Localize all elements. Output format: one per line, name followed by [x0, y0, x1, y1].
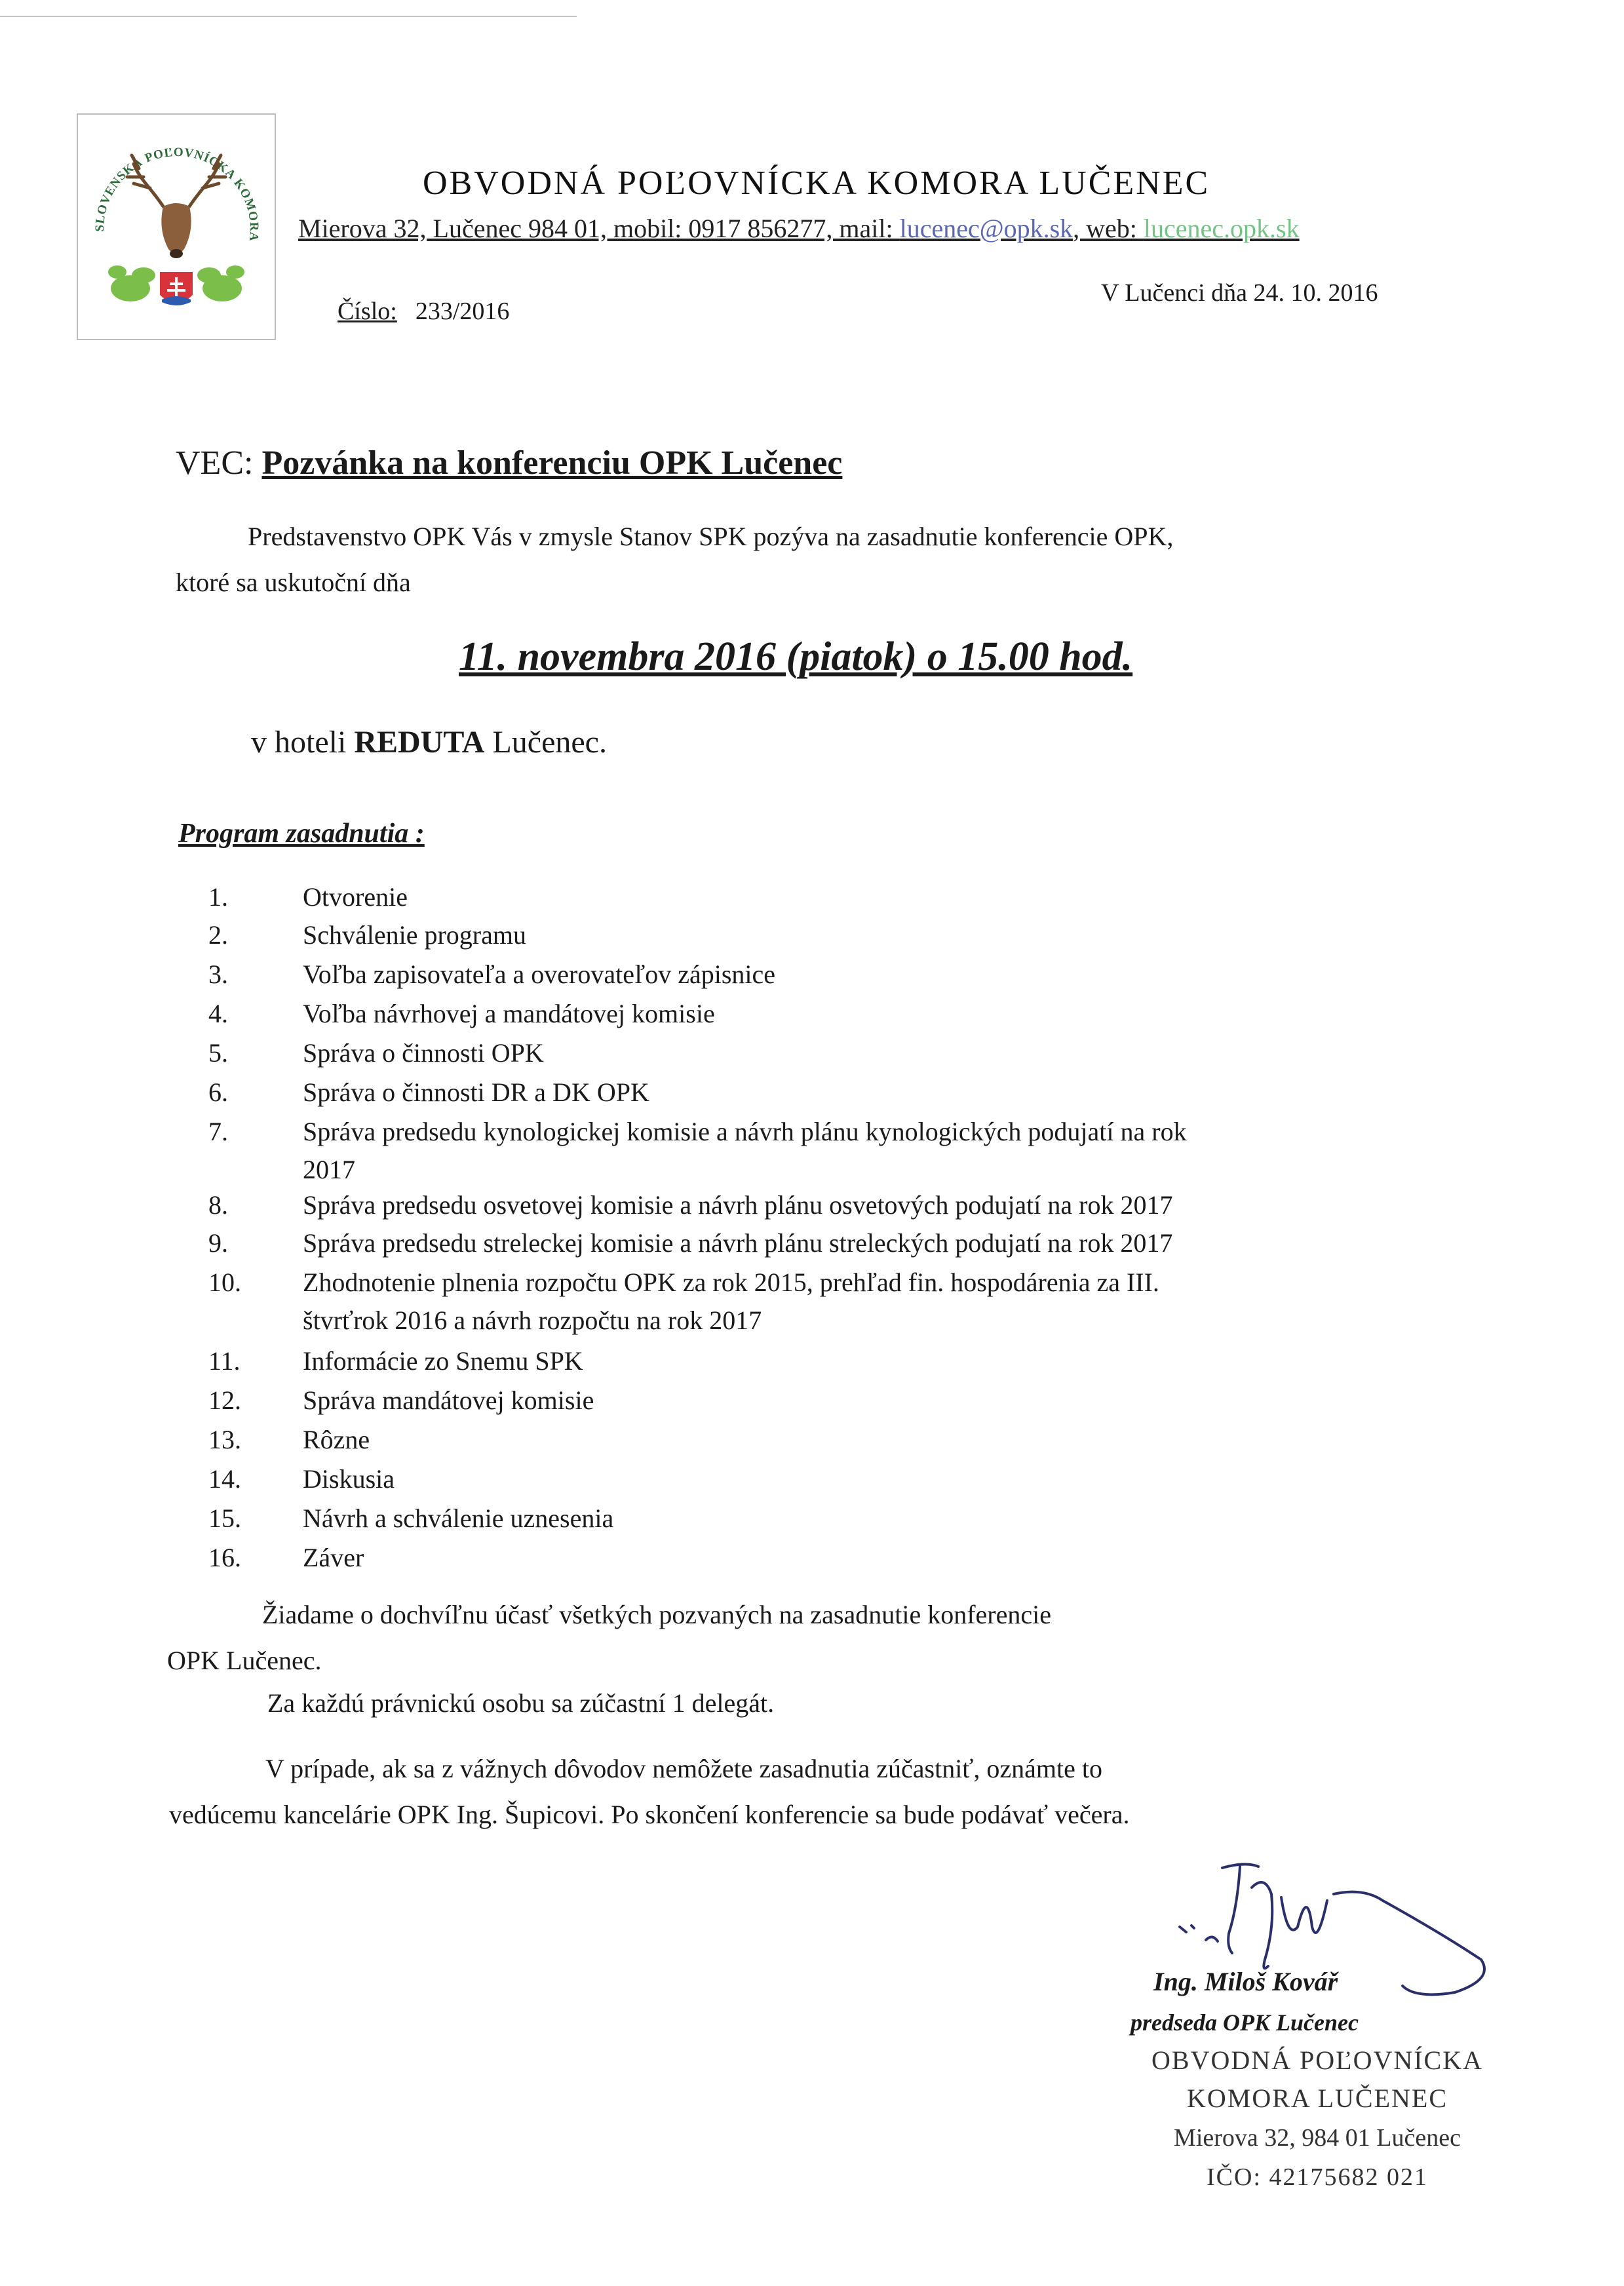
subject-text: Pozvánka na konferenciu OPK Lučenec — [261, 444, 843, 482]
agenda-item-text: Správa mandátovej komisie — [303, 1385, 594, 1415]
agenda-item-number: 9. — [208, 1228, 228, 1258]
agenda-item-number: 3. — [208, 959, 228, 989]
closing-line-4: V prípade, ak sa z vážnych dôvodov nemôžete zasadnutia zúčastniť, oznámte to — [265, 1754, 1102, 1783]
agenda-item-number: 13. — [208, 1425, 241, 1454]
contact-address: Mierova 32, Lučenec 984 01, mobil: 0917 856277, mail: — [298, 214, 900, 243]
agenda-item-number: 8. — [208, 1190, 228, 1220]
agenda-item-text: Diskusia — [303, 1464, 395, 1494]
agenda-item-text: Schválenie programu — [303, 920, 526, 950]
venue-suffix: Lučenec. — [484, 725, 607, 760]
agenda-item-text: Správa predsedu streleckej komisie a návrh plánu streleckých podujatí na rok 2017 — [303, 1228, 1173, 1258]
stamp-line-3: Mierova 32, 984 01 Lučenec — [1174, 2124, 1461, 2152]
agenda-item-text: Návrh a schválenie uznesenia — [303, 1503, 614, 1533]
reference-number-label: Číslo: — [338, 298, 397, 325]
program-heading: Program zasadnutia : — [178, 819, 425, 849]
agenda-item-text: Rôzne — [303, 1425, 370, 1454]
organization-name: OBVODNÁ POĽOVNÍCKA KOMORA LUČENEC — [423, 165, 1210, 202]
venue-hotel: REDUTA — [354, 725, 485, 760]
agenda-item-number: 14. — [208, 1464, 241, 1494]
agenda-item-text: Správa predsedu osvetovej komisie a návrh plánu osvetových podujatí na rok 2017 — [303, 1190, 1173, 1220]
agenda-item-number: 2. — [208, 920, 228, 950]
agenda-item-number: 16. — [208, 1543, 241, 1572]
stamp-line-1: OBVODNÁ POĽOVNÍCKA — [1151, 2045, 1483, 2075]
agenda-item-text: Záver — [303, 1543, 364, 1572]
intro-line-2: ktoré sa uskutoční dňa — [176, 568, 411, 597]
intro-line-1: Predstavenstvo OPK Vás v zmysle Stanov SPK pozýva na zasadnutie konferencie OPK, — [248, 522, 1174, 551]
agenda-item-number: 1. — [208, 882, 228, 912]
letter-date: V Lučenci dňa 24. 10. 2016 — [1101, 279, 1378, 307]
stamp-line-4: IČO: 42175682 021 — [1207, 2163, 1428, 2191]
closing-line-5: vedúcemu kancelárie OPK Ing. Šupicovi. Po skončení konferencie sa bude podávať večera. — [169, 1800, 1130, 1829]
venue-prefix: v hoteli — [251, 725, 355, 760]
agenda-item-text: Správa o činnosti OPK — [303, 1038, 544, 1068]
signer-name: Ing. Miloš Kovář — [1153, 1967, 1338, 1996]
web-link[interactable]: lucenec.opk.sk — [1143, 214, 1300, 243]
organization-stamp — [1114, 2045, 1520, 2215]
agenda-item-number: 5. — [208, 1038, 228, 1068]
agenda-item-text: Zhodnotenie plnenia rozpočtu OPK za rok 2015, prehľad fin. hospodárenia za III. — [303, 1268, 1159, 1297]
agenda-item-text-continued: 2017 — [303, 1155, 355, 1184]
agenda-item-number: 15. — [208, 1503, 241, 1533]
agenda-item-text: Voľba návrhovej a mandátovej komisie — [303, 999, 715, 1028]
stamp-line-2: KOMORA LUČENEC — [1186, 2083, 1448, 2113]
reference-number-value: 233/2016 — [415, 298, 510, 325]
agenda-item-text: Správa o činnosti DR a DK OPK — [303, 1077, 649, 1107]
agenda-item-number: 11. — [208, 1346, 241, 1376]
closing-line-2: OPK Lučenec. — [167, 1646, 322, 1675]
agenda-item-text: Informácie zo Snemu SPK — [303, 1346, 583, 1376]
agenda-item-text: Správa predsedu kynologickej komisie a návrh plánu kynologických podujatí na rok — [303, 1117, 1187, 1146]
closing-line-3: Za každú právnickú osobu sa zúčastní 1 delegát. — [267, 1688, 775, 1718]
agenda-item-number: 7. — [208, 1117, 228, 1146]
agenda-item-number: 6. — [208, 1077, 228, 1107]
agenda-item-text: Otvorenie — [303, 882, 408, 912]
agenda-item-number: 10. — [208, 1268, 241, 1297]
logo-ring-text: SLOVENSKÁ POĽOVNÍCKA KOMORA — [92, 145, 261, 242]
agenda-item-number: 4. — [208, 999, 228, 1028]
meeting-date: 11. novembra 2016 (piatok) o 15.00 hod. — [459, 634, 1133, 679]
subject-label: VEC: — [176, 444, 262, 482]
agenda-item-text-continued: štvrťrok 2016 a návrh rozpočtu na rok 2017 — [303, 1306, 762, 1335]
email-link[interactable]: lucenec@opk.sk — [899, 214, 1073, 243]
signer-role: predseda OPK Lučenec — [1131, 2009, 1359, 2036]
agenda-item-text: Voľba zapisovateľa a overovateľov zápisnice — [303, 959, 776, 989]
web-label: , web: — [1073, 214, 1144, 243]
agenda-item-number: 12. — [208, 1385, 241, 1415]
closing-line-1: Žiadame o dochvíľnu účasť všetkých pozvaných na zasadnutie konferencie — [262, 1600, 1051, 1629]
